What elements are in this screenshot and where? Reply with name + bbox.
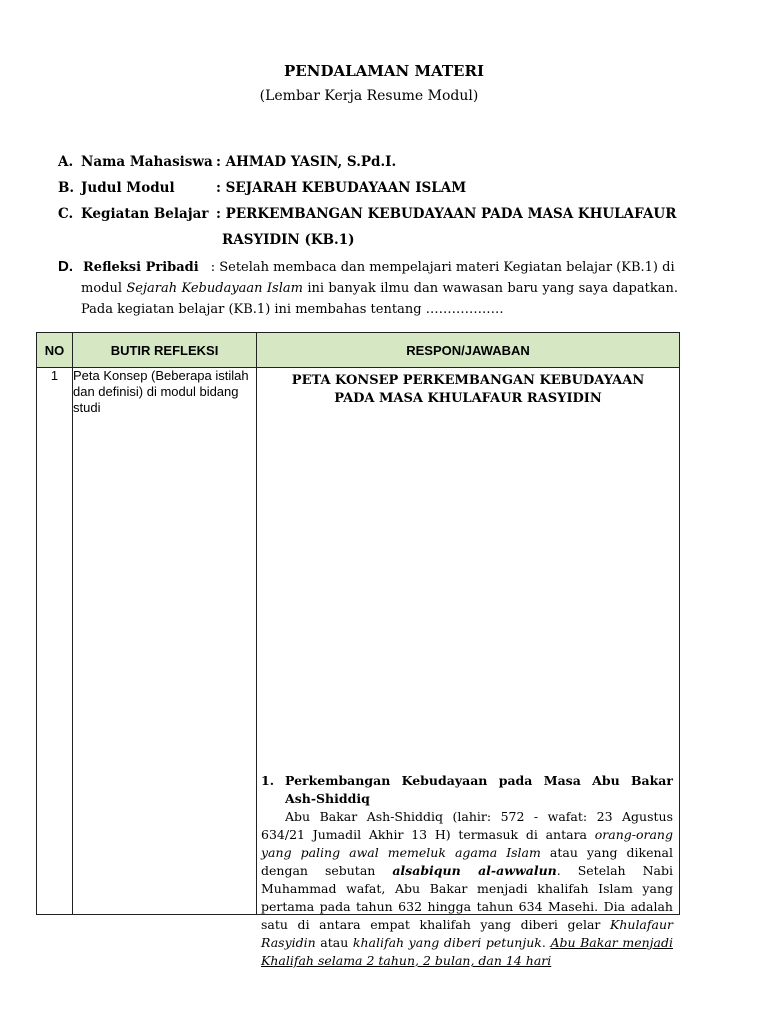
info-label: Nama Mahasiswa: [81, 154, 213, 170]
info-label: Judul Modul: [81, 180, 175, 196]
concept-map-title-line: PETA KONSEP PERKEMBANGAN KEBUDAYAAN: [291, 373, 645, 388]
cell-no: 1: [37, 368, 73, 915]
para-text: . Setelah Nabi Muhammad wafat, Abu Bakar menjadi khalifah Islam yang pertama pada tahun 632 hingga tahun 634 Masehi. Dia adalah satu di antara empat khalifah yang diberi gelar: [261, 863, 673, 932]
info-letter: B.: [58, 180, 75, 196]
cell-butir: Peta Konsep (Beberapa istilah dan definisi) di modul bidang studi: [73, 368, 257, 915]
concept-map-title: [257, 372, 679, 408]
reflection-label: Refleksi Pribadi: [83, 260, 199, 275]
section-paragraph: [261, 808, 674, 968]
page-title: PENDALAMAN MATERI: [284, 62, 484, 80]
header-butir: BUTIR REFLEKSI: [73, 333, 257, 368]
reflection-text: : Setelah membaca dan mempelajari materi Kegiatan belajar (KB.1) di: [210, 260, 675, 275]
para-italic: khalifah yang diberi petunjuk: [352, 935, 542, 950]
info-value: : PERKEMBANGAN KEBUDAYAAN PADA MASA KHULAFAUR: [216, 206, 677, 222]
reflection-text-part: modul: [81, 281, 127, 296]
table-header-row: [37, 333, 680, 368]
reflection-letter: D.: [58, 258, 73, 275]
info-letter: C.: [58, 206, 74, 222]
section-number: 1.: [261, 773, 275, 788]
reflection-text-cont: [58, 278, 678, 320]
para-underlined-italic: Abu Bakar menjadi Khalifah selama 2 tahun, 2 bulan, dan 14 hari: [261, 935, 673, 968]
info-value: : AHMAD YASIN, S.Pd.I.: [216, 154, 397, 170]
page-subtitle: (Lembar Kerja Resume Modul): [259, 88, 479, 104]
table-row: [37, 368, 680, 915]
section-abu-bakar: [261, 772, 674, 968]
concept-map-title-line: PADA MASA KHULAFAUR RASYIDIN: [334, 391, 602, 406]
reflection-module-title: Sejarah Kebudayaan Islam: [126, 281, 303, 296]
header-respon: RESPON/JAWABAN: [257, 333, 680, 368]
para-bold-italic: alsabiqun al-awwalun: [392, 863, 557, 878]
reflection-paragraph: [58, 256, 678, 320]
para-text: atau: [315, 935, 353, 950]
cell-respon: [257, 368, 680, 968]
reflection-text-part: ini banyak ilmu dan wawasan baru yang saya dapatkan. Pada kegiatan belajar (KB.1) ini membahas tentang ………………: [81, 281, 678, 317]
para-text: .: [541, 935, 551, 950]
para-italic: orang-orang yang paling awal memeluk agama Islam: [261, 827, 673, 860]
info-value: : SEJARAH KEBUDAYAAN ISLAM: [216, 180, 467, 196]
info-label: Kegiatan Belajar: [81, 206, 209, 222]
section-heading-text: Perkembangan Kebudayaan pada Masa Abu Bakar Ash-Shiddiq: [285, 773, 673, 806]
para-text: Abu Bakar Ash-Shiddiq (lahir: 572 - wafat: 23 Agustus 634/21 Jumadil Akhir 13 H) termasuk di antara: [261, 809, 673, 842]
header-no: NO: [37, 333, 73, 368]
info-letter: A.: [58, 154, 74, 170]
para-italic: Khulafaur Rasyidin: [261, 917, 673, 950]
reflection-table: [36, 332, 680, 968]
para-text: atau yang dikenal dengan sebutan: [261, 845, 674, 878]
section-heading: [261, 772, 673, 808]
info-value-continued: RASYIDIN (KB.1): [222, 232, 355, 248]
